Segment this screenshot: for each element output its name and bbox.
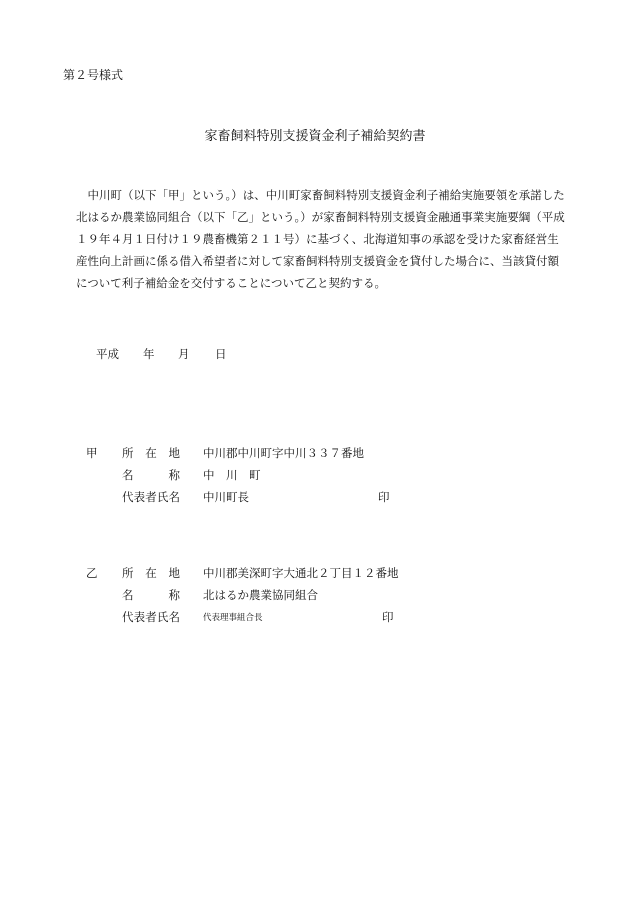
party-kou-rep: 中川町長 <box>203 490 249 504</box>
seal-mark: 印 <box>378 490 390 504</box>
document-title: 家畜飼料特別支援資金利子補給契約書 <box>204 129 426 144</box>
date-day: 日 <box>215 347 227 361</box>
body-line: １９年４月１日付け１９農畜機第２１１号）に基づく、北海道知事の承認を受けた家畜経営生 <box>76 232 559 246</box>
name-label: 名 称 <box>122 468 180 482</box>
name-label: 名 称 <box>122 588 180 602</box>
seal-mark: 印 <box>382 610 394 624</box>
date-year: 年 <box>143 347 155 361</box>
body-line: 産性向上計画に係る借入希望者に対して家畜飼料特別支援資金を貸付した場合に、当該貸付額 <box>76 254 559 268</box>
body-line: 北はるか農業協同組合（以下「乙」という。）が家畜飼料特別支援資金融通事業実施要綱（平成 <box>76 210 565 224</box>
contract-date <box>96 346 227 362</box>
date-era: 平成 <box>96 347 119 361</box>
address-label: 所 在 地 <box>122 566 180 580</box>
contract-body <box>76 184 586 294</box>
party-kou-mark: 甲 <box>86 446 98 460</box>
party-kou-address: 中川郡中川町字中川３３７番地 <box>203 446 364 460</box>
date-month: 月 <box>178 347 190 361</box>
party-otsu-mark: 乙 <box>86 566 98 580</box>
party-otsu-address: 中川郡美深町字大通北２丁目１２番地 <box>203 566 399 580</box>
form-number: 第２号様式 <box>63 68 124 82</box>
party-kou-name: 中 川 町 <box>203 468 261 482</box>
address-label: 所 在 地 <box>122 446 180 460</box>
party-otsu-name: 北はるか農業協同組合 <box>203 588 318 602</box>
rep-label: 代表者氏名 <box>122 610 180 624</box>
rep-label: 代表者氏名 <box>122 490 180 504</box>
body-line: 中川町（以下「甲」という。）は、中川町家畜飼料特別支援資金利子補給実施要領を承諾した <box>87 188 565 202</box>
body-line: について利子補給金を交付することについて乙と契約する。 <box>76 276 387 290</box>
party-otsu-rep: 代表理事組合長 <box>203 613 263 623</box>
